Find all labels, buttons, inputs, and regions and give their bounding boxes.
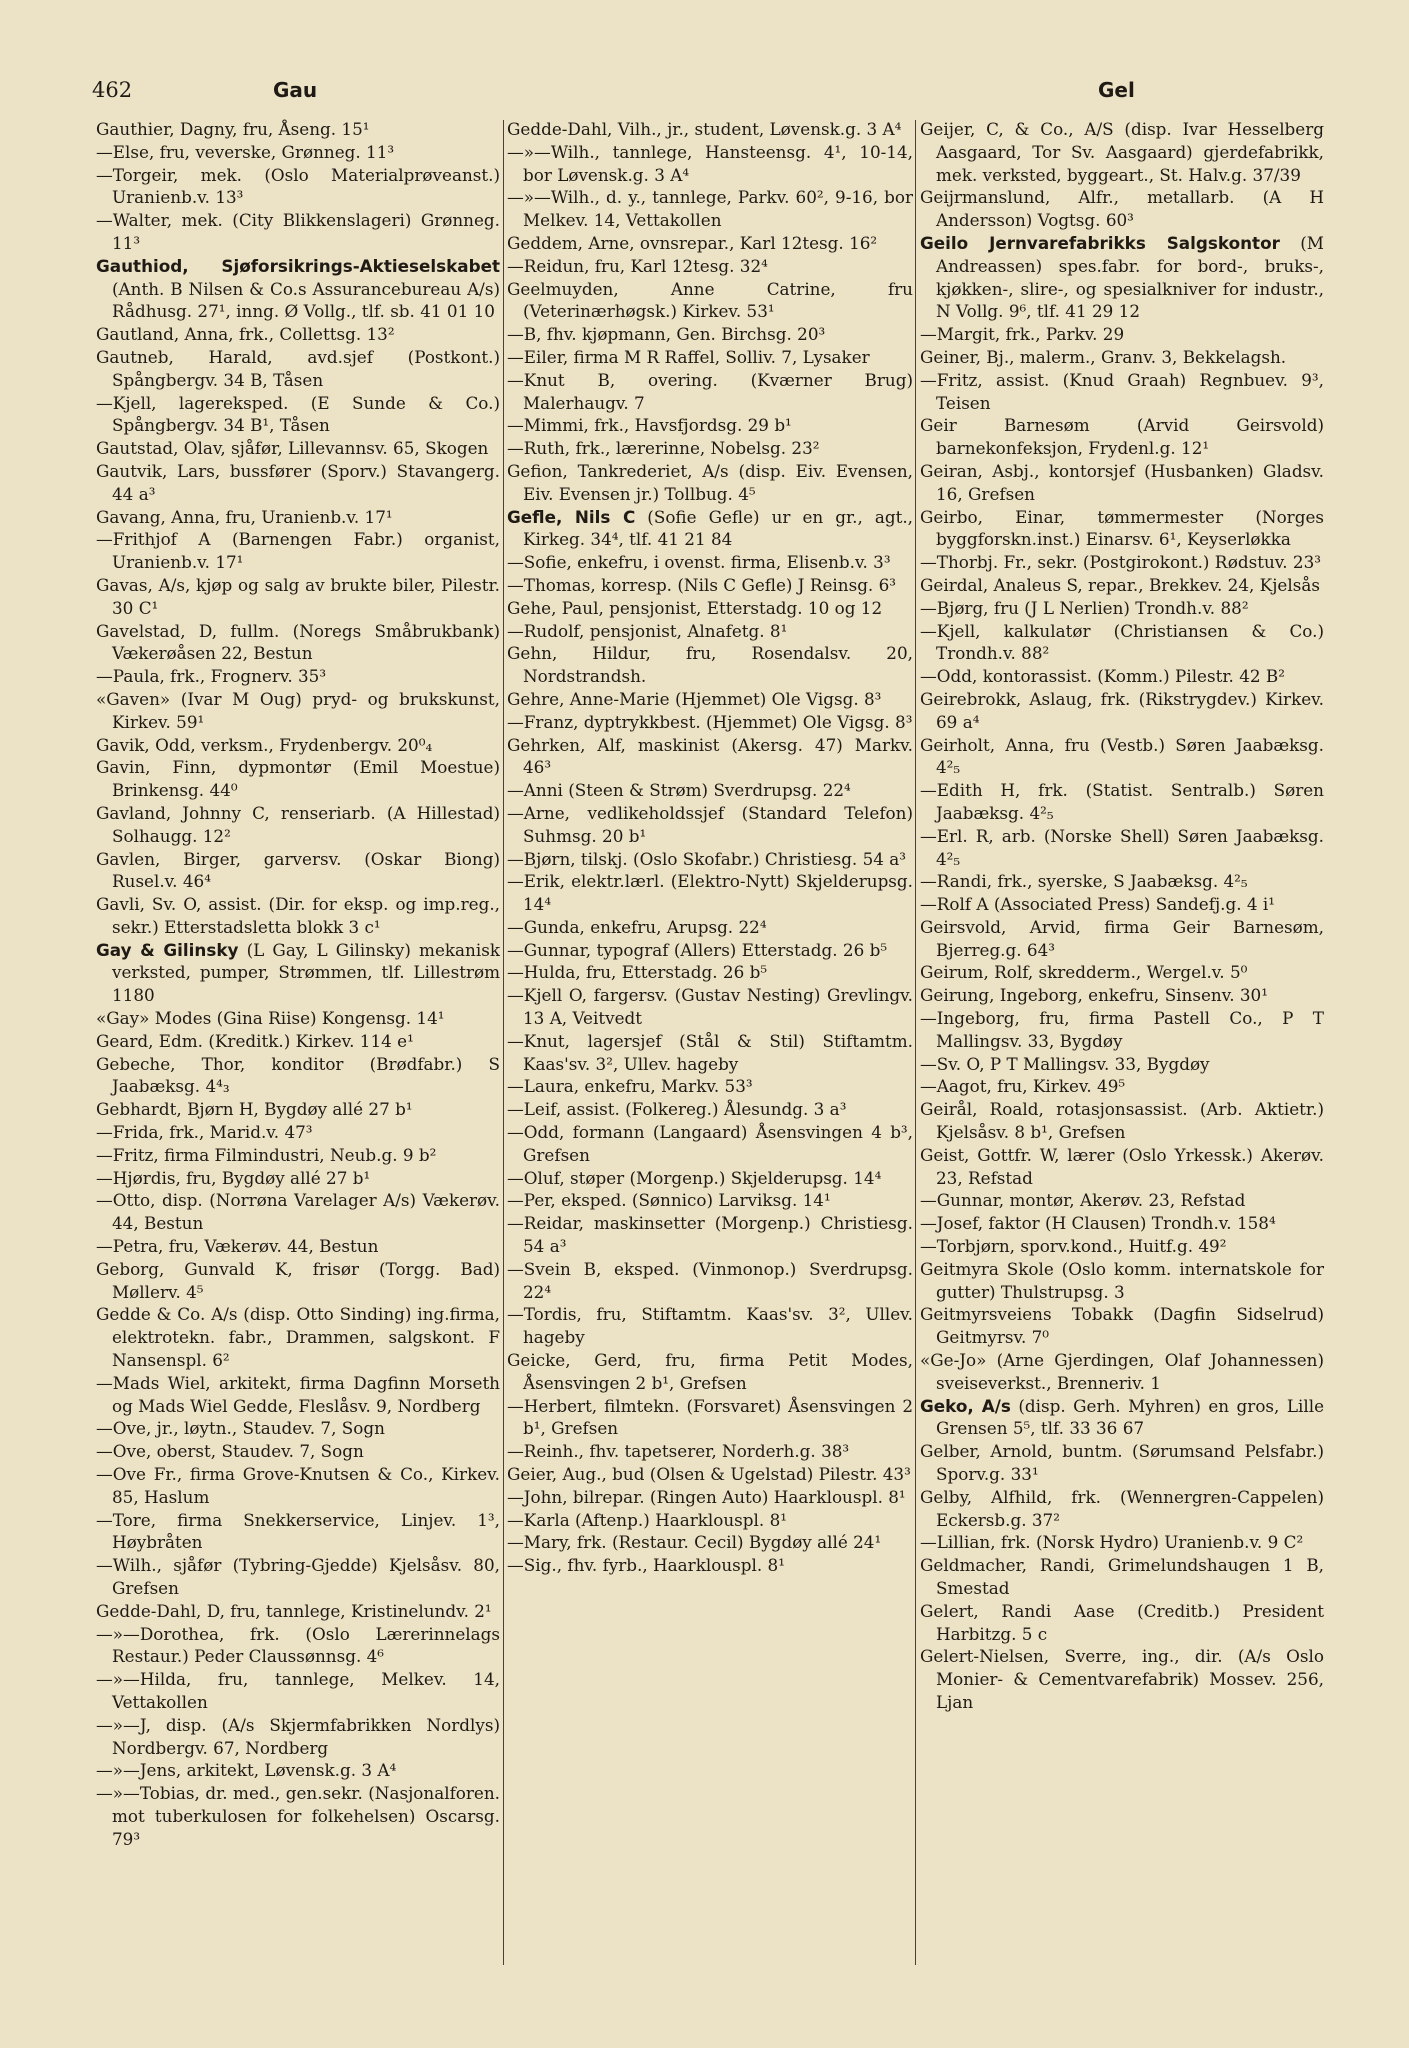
directory-entry <box>96 437 500 460</box>
directory-entry <box>507 1189 913 1212</box>
column-1 <box>96 118 500 1978</box>
directory-entry <box>920 734 1324 780</box>
column-2 <box>507 118 913 1978</box>
entry-text: Gehe, Paul, pensjonist, Etterstadg. 10 og 12 <box>507 597 883 618</box>
entry-text: —Petra, fru, Vækerøv. 44, Bestun <box>96 1236 379 1257</box>
directory-entry <box>507 346 913 369</box>
directory-entry <box>920 1600 1324 1646</box>
entry-text: —Torgeir, mek. (Oslo Materialprøveanst.) Uranienb.v. 13³ <box>96 164 500 208</box>
entry-text: Gavelstad, D, fullm. (Noregs Småbrukbank) Vækerøåsen 22, Bestun <box>96 620 500 664</box>
entry-text: Geirung, Ingeborg, enkefru, Sinsenv. 30¹ <box>920 985 1268 1006</box>
entry-text: Gavin, Finn, dypmontør (Emil Moestue) Brinkensg. 44⁰ <box>96 757 500 801</box>
entry-text: —Odd, kontorassist. (Komm.) Pilestr. 42 B² <box>920 666 1285 687</box>
directory-entry <box>96 1053 500 1099</box>
directory-entry <box>96 1303 500 1371</box>
entry-text: —Reidar, maskinsetter (Morgenp.) Christiesg. 54 a³ <box>507 1213 913 1257</box>
directory-entry <box>96 141 500 164</box>
page-number: 462 <box>92 78 133 102</box>
entry-firm-name: Gauthiod, Sjøforsikrings-Aktieselskabet <box>96 255 500 276</box>
directory-entry <box>507 1098 913 1121</box>
directory-entry <box>507 939 913 962</box>
entry-text: Geitmyra Skole (Oslo komm. internatskole for gutter) Thulstrupsg. 3 <box>920 1258 1324 1302</box>
entry-text: Geelmuyden, Anne Catrine, fru (Veterinærhøgsk.) Kirkev. 53¹ <box>507 278 913 322</box>
entry-text: Gautland, Anna, frk., Collettsg. 13² <box>96 324 395 345</box>
directory-entry <box>96 164 500 210</box>
directory-entry <box>96 1144 500 1167</box>
directory-entry <box>96 1554 500 1600</box>
directory-entry <box>507 186 913 232</box>
directory-entry <box>507 1167 913 1190</box>
entry-text: —Margit, frk., Parkv. 29 <box>920 324 1125 345</box>
entry-text: Geddem, Arne, ovnsrepar., Karl 12tesg. 16² <box>507 232 878 253</box>
directory-entry <box>507 141 913 187</box>
column-3 <box>920 118 1324 1978</box>
directory-entry <box>507 574 913 597</box>
entry-text: —Svein B, eksped. (Vinmonop.) Sverdrupsg. 22⁴ <box>507 1258 913 1302</box>
directory-entry <box>507 460 913 506</box>
entry-text: Geborg, Gunvald K, frisør (Torgg. Bad) Møllerv. 4⁵ <box>96 1258 500 1302</box>
directory-entry <box>920 574 1324 597</box>
entry-text: Gelber, Arnold, buntm. (Sørumsand Pelsfabr.) Sporv.g. 33¹ <box>920 1441 1324 1485</box>
entry-text: —»—J, disp. (A/s Skjermfabrikken Nordlys) Nordbergv. 67, Nordberg <box>96 1714 500 1758</box>
directory-entry <box>920 1053 1324 1076</box>
directory-entry <box>96 346 500 392</box>
entry-text: —Oluf, støper (Morgenp.) Skjelderupsg. 14⁴ <box>507 1167 882 1188</box>
entry-text: —Knut B, overing. (Kværner Brug) Malerhaugv. 7 <box>507 369 913 413</box>
entry-text: Gavang, Anna, fru, Uranienb.v. 17¹ <box>96 506 393 527</box>
directory-entry <box>96 1668 500 1714</box>
directory-entry <box>920 665 1324 688</box>
entry-text: —Rudolf, pensjonist, Alnafetg. 8¹ <box>507 620 788 641</box>
directory-entry <box>920 460 1324 506</box>
directory-entry <box>96 756 500 802</box>
directory-entry <box>507 870 913 916</box>
entry-text: —Mimmi, frk., Havsfjordsg. 29 b¹ <box>507 415 792 436</box>
directory-entry <box>920 597 1324 620</box>
directory-entry <box>96 118 500 141</box>
entry-text: —Frithjof A (Barnengen Fabr.) organist, Uranienb.v. 17¹ <box>96 529 500 573</box>
entry-text: —Frida, frk., Marid.v. 47³ <box>96 1122 313 1143</box>
entry-text: Geist, Gottfr. W, lærer (Oslo Yrkessk.) Akerøv. 23, Refstad <box>920 1144 1324 1188</box>
directory-entry <box>920 1303 1324 1349</box>
directory-entry <box>507 688 913 711</box>
directory-entry <box>920 1212 1324 1235</box>
entry-text: Gavas, A/s, kjøp og salg av brukte biler, Pilestr. 30 C¹ <box>96 574 500 618</box>
directory-entry <box>507 1303 913 1349</box>
entry-text: Gebhardt, Bjørn H, Bygdøy allé 27 b¹ <box>96 1099 413 1120</box>
directory-entry <box>96 939 500 1007</box>
directory-entry <box>920 779 1324 825</box>
entry-firm-name: Geilo Jernvarefabrikks Salgskontor <box>920 232 1280 253</box>
directory-entry <box>507 414 913 437</box>
entry-text: Gebeche, Thor, konditor (Brødfabr.) S Jaabæksg. 4⁴₃ <box>96 1053 500 1097</box>
directory-entry <box>507 984 913 1030</box>
directory-entry <box>507 802 913 848</box>
entry-text: Geirum, Rolf, skredderm., Wergel.v. 5⁰ <box>920 962 1248 983</box>
entry-text: Gautstad, Olav, sjåfør, Lillevannsv. 65, Skogen <box>96 438 489 459</box>
entry-text: —Randi, frk., syerske, S Jaabæksg. 4²₅ <box>920 871 1248 892</box>
entry-text: —Franz, dyptrykkbest. (Hjemmet) Ole Vigsg. 8³ <box>507 711 913 732</box>
directory-entry <box>920 1645 1324 1713</box>
directory-entry <box>96 1189 500 1235</box>
entry-text: —B, fhv. kjøpmann, Gen. Birchsg. 20³ <box>507 324 826 345</box>
directory-entry <box>507 551 913 574</box>
entry-text: Geard, Edm. (Kreditk.) Kirkev. 114 e¹ <box>96 1030 414 1051</box>
entry-text: —Rolf A (Associated Press) Sandefj.g. 4 i¹ <box>920 894 1275 915</box>
entry-text: —»—Jens, arkitekt, Løvensk.g. 3 A⁴ <box>96 1760 397 1781</box>
directory-entry <box>920 1531 1324 1554</box>
entry-firm-name: Geko, A/s <box>920 1395 1011 1416</box>
directory-entry <box>96 688 500 734</box>
directory-entry <box>507 1463 913 1486</box>
directory-entry <box>507 1554 913 1577</box>
entry-text: Geirål, Roald, rotasjonsassist. (Arb. Aktietr.) Kjelsåsv. 8 b¹, Grefsen <box>920 1099 1324 1143</box>
entry-text: —Gunnar, montør, Akerøv. 23, Refstad <box>920 1190 1246 1211</box>
entry-text: —Tore, firma Snekkerservice, Linjev. 1³, Høybråten <box>96 1509 500 1553</box>
entry-text: —Tordis, fru, Stiftamtm. Kaas'sv. 3², Ullev. hageby <box>507 1304 913 1348</box>
directory-entry <box>920 1395 1324 1441</box>
directory-entry <box>507 597 913 620</box>
directory-entry <box>96 209 500 255</box>
directory-entry <box>507 1212 913 1258</box>
directory-entry <box>96 1782 500 1850</box>
entry-text: —Wilh., sjåfør (Tybring-Gjedde) Kjelsåsv. 80, Grefsen <box>96 1555 500 1598</box>
entry-text: Gavli, Sv. O, assist. (Dir. for eksp. og imp.reg., sekr.) Etterstadsletta blokk 3 c¹ <box>96 894 500 937</box>
directory-entry <box>920 1189 1324 1212</box>
directory-entry <box>507 1258 913 1304</box>
entry-text: —Per, eksped. (Sønnico) Larviksg. 14¹ <box>507 1190 831 1211</box>
directory-entry <box>507 779 913 802</box>
entry-text: Gauthier, Dagny, fru, Åseng. 15¹ <box>96 119 370 139</box>
entry-text: «Ge-Jo» (Arne Gjerdingen, Olaf Johannessen) sveiseverkst., Brenneriv. 1 <box>920 1350 1324 1393</box>
directory-entry <box>507 1075 913 1098</box>
directory-entry <box>96 1714 500 1760</box>
directory-entry <box>920 1258 1324 1304</box>
entry-text: Geirdal, Analeus S, repar., Brekkev. 24, Kjelsås <box>920 574 1320 595</box>
entry-text: Geier, Aug., bud (Olsen & Ugelstad) Pilestr. 43³ <box>507 1464 911 1485</box>
entry-text: —Sig., fhv. fyrb., Haarklouspl. 8¹ <box>507 1555 785 1576</box>
directory-entry <box>96 802 500 848</box>
directory-entry <box>96 734 500 757</box>
directory-entry <box>507 506 913 552</box>
directory-entry <box>507 278 913 324</box>
entry-text: —Ove, jr., løytn., Staudev. 7, Sogn <box>96 1418 385 1439</box>
entry-text: Gelert, Randi Aase (Creditb.) President Harbitzg. 5 c <box>920 1600 1324 1644</box>
directory-entry <box>920 551 1324 574</box>
directory-entry <box>507 848 913 871</box>
directory-entry <box>507 118 913 141</box>
entry-text: Gavik, Odd, verksm., Frydenbergv. 20⁰₄ <box>96 734 433 755</box>
directory-entry <box>507 734 913 780</box>
directory-entry <box>507 711 913 734</box>
directory-entry <box>920 1007 1324 1053</box>
directory-entry <box>507 916 913 939</box>
directory-entry <box>920 1075 1324 1098</box>
entry-firm-name: Gefle, Nils C <box>507 506 636 527</box>
directory-entry <box>507 1509 913 1532</box>
directory-entry <box>507 642 913 688</box>
entry-text: Geirholt, Anna, fru (Vestb.) Søren Jaabæksg. 4²₅ <box>920 734 1324 778</box>
entry-text: (Anth. B Nilsen & Co.s Assurancebureau A/s) Rådhusg. 27¹, inng. Ø Vollg., tlf. sb. 41 01 10 <box>112 278 500 322</box>
column-divider <box>915 120 916 1965</box>
column-divider <box>503 120 504 1965</box>
directory-entry <box>507 255 913 278</box>
entry-text: —Knut, lagersjef (Stål & Stil) Stiftamtm. Kaas'sv. 3², Ullev. hageby <box>507 1030 913 1074</box>
entry-text: Gedde-Dahl, D, fru, tannlege, Kristinelundv. 2¹ <box>96 1600 492 1621</box>
entry-text: —Kjell, kalkulatør (Christiansen & Co.) Trondh.v. 88² <box>920 620 1324 664</box>
entry-text: —Eiler, firma M R Raffel, Solliv. 7, Lysaker <box>507 346 870 367</box>
entry-text: —Gunnar, typograf (Allers) Etterstadg. 26 b⁵ <box>507 939 888 960</box>
entry-text: Gautneb, Harald, avd.sjef (Postkont.) Spångbergv. 34 B, Tåsen <box>96 346 500 390</box>
entry-text: Geirebrokk, Aslaug, frk. (Rikstrygdev.) Kirkev. 69 a⁴ <box>920 688 1324 732</box>
entry-text: Gefion, Tankrederiet, A/s (disp. Eiv. Evensen, Eiv. Evensen jr.) Tollbug. 4⁵ <box>507 460 913 504</box>
directory-entry <box>920 1349 1324 1395</box>
entry-text: —»—Wilh., d. y., tannlege, Parkv. 60², 9-16, bor Melkev. 14, Vettakollen <box>507 187 913 231</box>
entry-text: —Hjørdis, fru, Bygdøy allé 27 b¹ <box>96 1167 371 1188</box>
entry-text: —Gunda, enkefru, Arupsg. 22⁴ <box>507 916 767 937</box>
entry-text: Geirsvold, Arvid, firma Geir Barnesøm, Bjerreg.g. 64³ <box>920 916 1324 960</box>
directory-entry <box>507 323 913 346</box>
entry-text: Gedde-Dahl, Vilh., jr., student, Løvensk.g. 3 A⁴ <box>507 119 902 139</box>
entry-text: —»—Hilda, fru, tannlege, Melkev. 14, Vettakollen <box>96 1669 500 1712</box>
directory-entry <box>96 848 500 894</box>
directory-entry <box>920 323 1324 346</box>
entry-text: (M Andreassen) spes.fabr. for bord-, bruks-, kjøkken-, slire-, og spesialkniver for industr., N Vollg. 9⁶, tlf. 41 29 12 <box>936 232 1324 322</box>
directory-entry <box>920 961 1324 984</box>
entry-text: —Aagot, fru, Kirkev. 49⁵ <box>920 1076 1126 1097</box>
entry-text: Geicke, Gerd, fru, firma Petit Modes, Åsensvingen 2 b¹, Grefsen <box>507 1350 913 1393</box>
entry-text: Gehrken, Alf, maskinist (Akersg. 47) Markv. 46³ <box>507 734 913 778</box>
directory-entry <box>507 1486 913 1509</box>
entry-text: Geir Barnesøm (Arvid Geirsvold) barnekonfeksjon, Frydenl.g. 12¹ <box>920 415 1324 459</box>
entry-text: Gehre, Anne-Marie (Hjemmet) Ole Vigsg. 8³ <box>507 688 882 709</box>
directory-entry <box>96 893 500 939</box>
entry-text: —Erik, elektr.lærl. (Elektro-Nytt) Skjelderupsg. 14⁴ <box>507 871 913 915</box>
directory-entry <box>96 460 500 506</box>
directory-entry <box>920 118 1324 186</box>
entry-text: —Walter, mek. (City Blikkenslageri) Grønneg. 11³ <box>96 210 500 253</box>
entry-text: —Edith H, frk. (Statist. Sentralb.) Søren Jaabæksg. 4²₅ <box>920 780 1324 823</box>
directory-entry <box>920 1235 1324 1258</box>
directory-entry <box>96 1623 500 1669</box>
directory-entry <box>96 1235 500 1258</box>
directory-entry <box>96 528 500 574</box>
entry-text: —Karla (Aftenp.) Haarklouspl. 8¹ <box>507 1509 787 1530</box>
directory-entry <box>96 1509 500 1555</box>
entry-text: Gehn, Hildur, fru, Rosendalsv. 20, Nordstrandsh. <box>507 643 913 687</box>
directory-entry <box>507 620 913 643</box>
directory-entry <box>96 1372 500 1418</box>
directory-entry <box>920 825 1324 871</box>
entry-text: —Josef, faktor (H Clausen) Trondh.v. 158⁴ <box>920 1213 1276 1234</box>
entry-text: —Mads Wiel, arkitekt, firma Dagfinn Morseth og Mads Wiel Gedde, Fleslåsv. 9, Nordberg <box>96 1372 500 1416</box>
directory-entry <box>96 1167 500 1190</box>
directory-entry <box>507 232 913 255</box>
entry-text: Geiner, Bj., malerm., Granv. 3, Bekkelagsh. <box>920 346 1287 367</box>
directory-entry <box>920 984 1324 1007</box>
entry-text: —Otto, disp. (Norrøna Varelager A/s) Vækerøv. 44, Bestun <box>96 1190 500 1234</box>
entry-text: —John, bilrepar. (Ringen Auto) Haarklouspl. 8¹ <box>507 1486 906 1507</box>
entry-text: —Ruth, frk., lærerinne, Nobelsg. 23² <box>507 438 820 459</box>
entry-text: —Mary, frk. (Restaur. Cecil) Bygdøy allé 24¹ <box>507 1532 882 1553</box>
entry-text: —Kjell O, fargersv. (Gustav Nesting) Grevlingv. 13 A, Veitvedt <box>507 985 913 1029</box>
directory-entry <box>920 414 1324 460</box>
entry-text: (disp. Gerh. Myhren) en gros, Lille Grensen 5⁵, tlf. 33 36 67 <box>936 1395 1324 1439</box>
directory-entry <box>507 1440 913 1463</box>
entry-text: —Arne, vedlikeholdssjef (Standard Telefon) Suhmsg. 20 b¹ <box>507 802 913 846</box>
directory-entry <box>96 1600 500 1623</box>
entry-text: —Anni (Steen & Strøm) Sverdrupsg. 22⁴ <box>507 780 851 801</box>
directory-entry <box>96 323 500 346</box>
entry-firm-name: Gay & Gilinsky <box>96 939 239 960</box>
directory-entry <box>920 916 1324 962</box>
directory-entry <box>920 232 1324 323</box>
entry-text: —Thomas, korresp. (Nils C Gefle) J Reinsg. 6³ <box>507 574 897 595</box>
entry-text: Gelert-Nielsen, Sverre, ing., dir. (A/s Oslo Monier- & Cementvarefabrik) Mossev. 256, Ljan <box>920 1646 1324 1712</box>
directory-entry <box>920 506 1324 552</box>
directory-entry <box>96 1007 500 1030</box>
directory-entry <box>96 574 500 620</box>
directory-entry <box>920 186 1324 232</box>
directory-entry <box>920 688 1324 734</box>
entry-text: —Torbjørn, sporv.kond., Huitf.g. 49² <box>920 1236 1227 1257</box>
entry-text: —Fritz, assist. (Knud Graah) Regnbuev. 9³, Teisen <box>920 369 1324 413</box>
entry-text: —Paula, frk., Frognerv. 35³ <box>96 666 327 687</box>
entry-text: —Odd, formann (Langaard) Åsensvingen 4 b³, Grefsen <box>507 1122 913 1165</box>
entry-text: —Lillian, frk. (Norsk Hydro) Uranienb.v. 9 C² <box>920 1532 1304 1553</box>
directory-entry <box>920 1440 1324 1486</box>
entry-text: —Ove Fr., firma Grove-Knutsen & Co., Kirkev. 85, Haslum <box>96 1464 500 1507</box>
directory-entry <box>96 1030 500 1053</box>
directory-entry <box>96 620 500 666</box>
entry-text: —Ingeborg, fru, firma Pastell Co., P T Mallingsv. 33, Bygdøy <box>920 1008 1324 1051</box>
entry-text: —»—Dorothea, frk. (Oslo Lærerinnelags Restaur.) Peder Claussønnsg. 4⁶ <box>96 1623 500 1667</box>
entry-text: —Kjell, lagereksped. (E Sunde & Co.) Spångbergv. 34 B¹, Tåsen <box>96 392 500 436</box>
entry-text: —Sofie, enkefru, i ovenst. firma, Elisenb.v. 3³ <box>507 552 891 573</box>
directory-entry <box>96 1417 500 1440</box>
directory-entry <box>920 1486 1324 1532</box>
entry-text: —»—Wilh., tannlege, Hansteensg. 4¹, 10-14, bor Løvensk.g. 3 A⁴ <box>507 141 913 185</box>
directory-entry <box>920 893 1324 916</box>
entry-text: —Fritz, firma Filmindustri, Neub.g. 9 b² <box>96 1144 437 1165</box>
right-guide-word: Gel <box>1098 78 1135 102</box>
directory-entry <box>96 506 500 529</box>
entry-text: Geitmyrsveiens Tobakk (Dagfin Sidselrud) Geitmyrsv. 7⁰ <box>920 1304 1324 1348</box>
directory-entry <box>920 1098 1324 1144</box>
entry-text: Gavland, Johnny C, renseriarb. (A Hillestad) Solhaugg. 12² <box>96 802 500 846</box>
entry-text: Gavlen, Birger, garversv. (Oskar Biong) Rusel.v. 46⁴ <box>96 848 500 892</box>
entry-text: Geijer, C, & Co., A/S (disp. Ivar Hesselberg Aasgaard, Tor Sv. Aasgaard) gjerdefabrikk, mek. verksted, byggeart., St. Halv.g. 37/39 <box>920 119 1324 185</box>
directory-entry <box>96 392 500 438</box>
entry-text: (L Gay, L Gilinsky) mekanisk verksted, pumper, Strømmen, tlf. Lillestrøm 1180 <box>112 939 500 1006</box>
left-guide-word: Gau <box>273 78 318 102</box>
entry-text: (Sofie Gefle) ur en gr., agt., Kirkeg. 34⁴, tlf. 41 21 84 <box>523 506 913 550</box>
entry-text: —Hulda, fru, Etterstadg. 26 b⁵ <box>507 962 768 983</box>
entry-text: —Leif, assist. (Folkereg.) Ålesundg. 3 a³ <box>507 1099 847 1120</box>
entry-text: —Herbert, filmtekn. (Forsvaret) Åsensvingen 2 b¹, Grefsen <box>507 1395 913 1439</box>
directory-entry <box>96 1759 500 1782</box>
entry-text: —Laura, enkefru, Markv. 53³ <box>507 1076 753 1097</box>
directory-entry <box>507 1030 913 1076</box>
directory-entry <box>507 369 913 415</box>
directory-entry <box>507 1531 913 1554</box>
entry-text: —»—Tobias, dr. med., gen.sekr. (Nasjonalforen. mot tuberkulosen for folkehelsen) Oscarsg. 79³ <box>96 1783 500 1849</box>
entry-text: —Bjørn, tilskj. (Oslo Skofabr.) Christiesg. 54 a³ <box>507 848 907 869</box>
directory-entry <box>920 346 1324 369</box>
entry-text: —Bjørg, fru (J L Nerlien) Trondh.v. 88² <box>920 597 1249 618</box>
entry-text: Gautvik, Lars, bussfører (Sporv.) Stavangerg. 44 a³ <box>96 460 500 504</box>
directory-entry <box>507 1121 913 1167</box>
directory-entry <box>96 1258 500 1304</box>
directory-entry <box>96 665 500 688</box>
directory-entry <box>507 961 913 984</box>
entry-text: Geiran, Asbj., kontorsjef (Husbanken) Gladsv. 16, Grefsen <box>920 460 1324 504</box>
directory-entry <box>920 620 1324 666</box>
entry-text: —Else, fru, veverske, Grønneg. 11³ <box>96 141 395 162</box>
entry-text: —Erl. R, arb. (Norske Shell) Søren Jaabæksg. 4²₅ <box>920 825 1324 869</box>
directory-entry <box>920 1144 1324 1190</box>
entry-text: «Gay» Modes (Gina Riise) Kongensg. 14¹ <box>96 1008 445 1029</box>
directory-entry <box>96 1098 500 1121</box>
entry-text: Geldmacher, Randi, Grimelundshaugen 1 B, Smestad <box>920 1555 1324 1598</box>
entry-text: —Reidun, fru, Karl 12tesg. 32⁴ <box>507 255 768 276</box>
entry-text: —Ove, oberst, Staudev. 7, Sogn <box>96 1441 364 1462</box>
entry-text: —Thorbj. Fr., sekr. (Postgirokont.) Rødstuv. 23³ <box>920 552 1321 573</box>
directory-entry <box>96 1121 500 1144</box>
directory-entry <box>96 255 500 323</box>
directory-entry <box>920 1554 1324 1600</box>
directory-entry <box>507 437 913 460</box>
entry-text: Gedde & Co. A/s (disp. Otto Sinding) ing.firma, elektrotekn. fabr., Drammen, salgskont. F Nansenspl. 6² <box>96 1304 500 1371</box>
directory-entry <box>920 369 1324 415</box>
directory-entry <box>96 1463 500 1509</box>
entry-text: Geijrmanslund, Alfr., metallarb. (A H Andersson) Vogtsg. 60³ <box>920 187 1324 231</box>
entry-text: «Gaven» (Ivar M Oug) pryd- og brukskunst, Kirkev. 59¹ <box>96 688 500 732</box>
directory-entry <box>96 1440 500 1463</box>
directory-entry <box>507 1349 913 1395</box>
entry-text: Gelby, Alfhild, frk. (Wennergren-Cappelen) Eckersb.g. 37² <box>920 1486 1324 1530</box>
directory-entry <box>920 870 1324 893</box>
directory-entry <box>507 1395 913 1441</box>
entry-text: —Sv. O, P T Mallingsv. 33, Bygdøy <box>920 1053 1210 1074</box>
entry-text: —Reinh., fhv. tapetserer, Norderh.g. 38³ <box>507 1441 850 1462</box>
entry-text: Geirbo, Einar, tømmermester (Norges byggforskn.inst.) Einarsv. 6¹, Keyserløkka <box>920 506 1324 550</box>
